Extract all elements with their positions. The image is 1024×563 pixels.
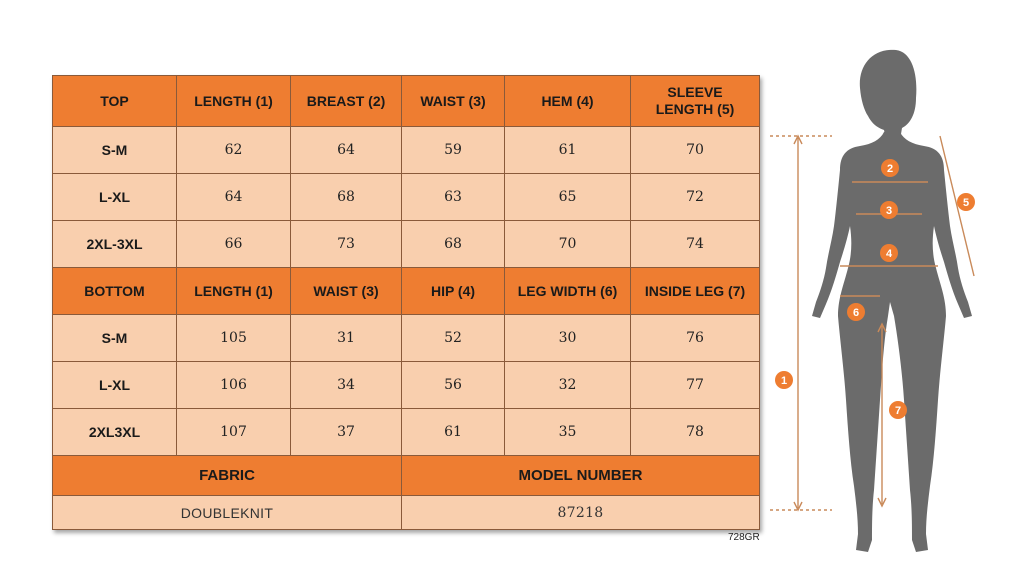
cell-hem: 65 bbox=[505, 174, 631, 221]
bottom-header-hip: HIP (4) bbox=[402, 268, 505, 315]
product-code: 728GR bbox=[728, 532, 760, 543]
cell-hip: 52 bbox=[402, 315, 505, 362]
bottom-row-s-m bbox=[53, 315, 760, 362]
cell-length: 107 bbox=[177, 409, 291, 456]
top-header-length: LENGTH (1) bbox=[177, 76, 291, 127]
cell-hem: 70 bbox=[505, 221, 631, 268]
svg-text:7: 7 bbox=[894, 405, 902, 417]
measurement-figure bbox=[760, 40, 1024, 563]
size-label: 2XL3XL bbox=[53, 409, 177, 456]
svg-text:6: 6 bbox=[852, 307, 860, 319]
cell-inside-leg: 78 bbox=[631, 409, 760, 456]
cell-hip: 61 bbox=[402, 409, 505, 456]
top-header-label: TOP bbox=[53, 76, 177, 127]
cell-inside-leg: 76 bbox=[631, 315, 760, 362]
fabric-model-value-row bbox=[53, 496, 760, 530]
bottom-header-row bbox=[53, 268, 760, 315]
top-header-sleeve-length bbox=[631, 76, 760, 127]
cell-inside-leg: 77 bbox=[631, 362, 760, 409]
svg-text:3: 3 bbox=[885, 205, 893, 217]
cell-waist: 63 bbox=[402, 174, 505, 221]
bottom-header-label: BOTTOM bbox=[53, 268, 177, 315]
top-row-s-m bbox=[53, 127, 760, 174]
marker-3 bbox=[880, 201, 898, 219]
fabric-label: FABRIC bbox=[53, 456, 402, 496]
cell-hem: 61 bbox=[505, 127, 631, 174]
marker-5 bbox=[957, 193, 975, 211]
top-header-row bbox=[53, 76, 760, 127]
cell-length: 105 bbox=[177, 315, 291, 362]
svg-text:4: 4 bbox=[885, 248, 893, 260]
top-row-2xl-3xl bbox=[53, 221, 760, 268]
fabric-model-header-row bbox=[53, 456, 760, 496]
cell-breast: 73 bbox=[291, 221, 402, 268]
cell-waist: 59 bbox=[402, 127, 505, 174]
size-label: S-M bbox=[53, 127, 177, 174]
model-number-value: 87218 bbox=[402, 496, 760, 530]
svg-text:2: 2 bbox=[886, 163, 894, 175]
bottom-header-length: LENGTH (1) bbox=[177, 268, 291, 315]
cell-breast: 68 bbox=[291, 174, 402, 221]
cell-waist: 37 bbox=[291, 409, 402, 456]
cell-sleeve-length: 72 bbox=[631, 174, 760, 221]
marker-4 bbox=[880, 244, 898, 262]
top-header-hem: HEM (4) bbox=[505, 76, 631, 127]
bottom-header-waist: WAIST (3) bbox=[291, 268, 402, 315]
top-row-l-xl bbox=[53, 174, 760, 221]
cell-breast: 64 bbox=[291, 127, 402, 174]
marker-7 bbox=[889, 401, 907, 419]
bottom-row-2xl3xl bbox=[53, 409, 760, 456]
cell-length: 66 bbox=[177, 221, 291, 268]
top-header-sleeve-line2: LENGTH (5) bbox=[655, 101, 735, 117]
cell-sleeve-length: 74 bbox=[631, 221, 760, 268]
bottom-header-leg-width: LEG WIDTH (6) bbox=[505, 268, 631, 315]
cell-length: 106 bbox=[177, 362, 291, 409]
size-chart-table bbox=[52, 75, 760, 530]
cell-hip: 56 bbox=[402, 362, 505, 409]
cell-sleeve-length: 70 bbox=[631, 127, 760, 174]
svg-text:1: 1 bbox=[780, 375, 788, 387]
bottom-row-l-xl bbox=[53, 362, 760, 409]
top-header-sleeve-line1: SLEEVE bbox=[667, 84, 723, 100]
cell-length: 62 bbox=[177, 127, 291, 174]
size-label: L-XL bbox=[53, 362, 177, 409]
size-label: 2XL-3XL bbox=[53, 221, 177, 268]
marker-2 bbox=[881, 159, 899, 177]
marker-6 bbox=[847, 303, 865, 321]
cell-waist: 68 bbox=[402, 221, 505, 268]
fabric-value: DOUBLEKNIT bbox=[53, 496, 402, 530]
size-label: S-M bbox=[53, 315, 177, 362]
svg-text:5: 5 bbox=[962, 197, 970, 209]
top-header-breast: BREAST (2) bbox=[291, 76, 402, 127]
cell-leg-width: 32 bbox=[505, 362, 631, 409]
cell-leg-width: 35 bbox=[505, 409, 631, 456]
size-label: L-XL bbox=[53, 174, 177, 221]
cell-waist: 31 bbox=[291, 315, 402, 362]
cell-leg-width: 30 bbox=[505, 315, 631, 362]
cell-waist: 34 bbox=[291, 362, 402, 409]
cell-length: 64 bbox=[177, 174, 291, 221]
top-header-waist: WAIST (3) bbox=[402, 76, 505, 127]
marker-1 bbox=[775, 371, 793, 389]
body-silhouette bbox=[812, 50, 972, 552]
bottom-header-inside-leg: INSIDE LEG (7) bbox=[631, 268, 760, 315]
model-number-label: MODEL NUMBER bbox=[402, 456, 760, 496]
